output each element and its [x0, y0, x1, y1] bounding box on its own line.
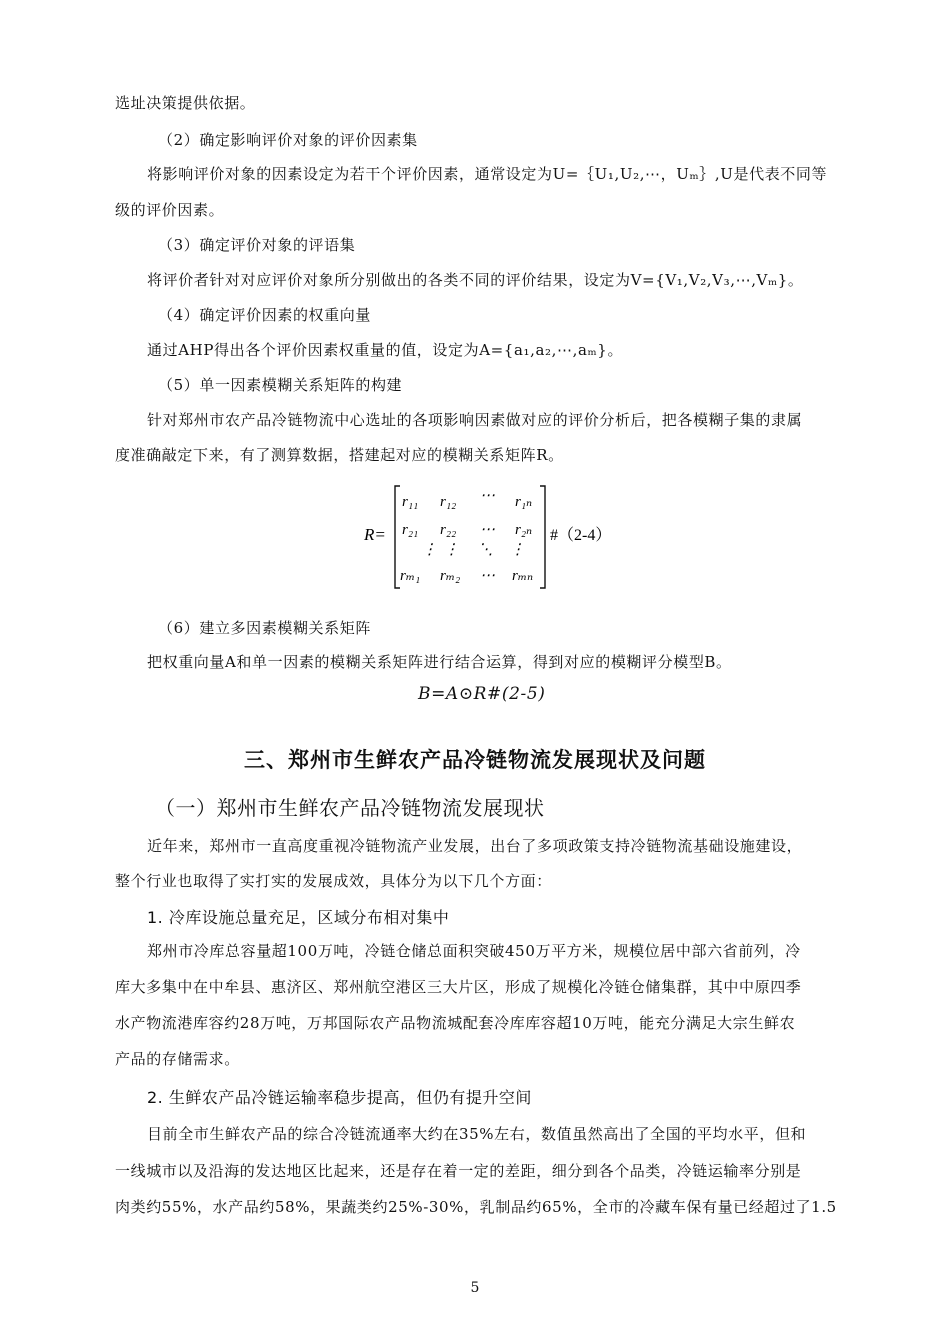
- list-heading: （3）确定评价对象的评语集: [158, 236, 356, 254]
- page-number: 5: [470, 1280, 480, 1296]
- matrix-cell: rₘ₂: [440, 568, 461, 584]
- paragraph-line: 目前全市生鲜农产品的综合冷链流通率大约在35%左右，数值虽然高出了全国的平均水平，但和: [147, 1125, 807, 1143]
- matrix-cell: r₂₁: [402, 522, 419, 538]
- paragraph-line: 郑州市冷库总容量超100万吨，冷链仓储总面积突破450万平方米，规模位居中部六省前列，冷: [147, 942, 801, 960]
- matrix-cell: ⋯: [480, 568, 495, 584]
- paragraph-line: 把权重向量A和单一因素的模糊关系矩阵进行结合运算，得到对应的模糊评分模型B。: [147, 653, 732, 671]
- paragraph-line: 库大多集中在中牟县、惠济区、郑州航空港区三大片区，形成了规模化冷链仓储集群，其中中原四季: [115, 978, 802, 996]
- paragraph-line: 产品的存储需求。: [115, 1050, 240, 1068]
- paragraph-line: 选址决策提供依据。: [115, 94, 256, 112]
- matrix-cell: r₁₁: [402, 494, 419, 510]
- matrix-cell: ⋯: [480, 488, 495, 504]
- matrix-cell: ⋮: [422, 542, 437, 558]
- paragraph-line: 通过AHP得出各个评价因素权重量的值，设定为A={a₁,a₂,⋯,aₘ}。: [147, 341, 624, 359]
- paragraph-line: 将影响评价对象的因素设定为若干个评价因素，通常设定为U=｛U₁,U₂,⋯，Uₘ｝,U是代表不同等: [147, 165, 828, 183]
- paragraph-line: 一线城市以及沿海的发达地区比起来，还是存在着一定的差距，细分到各个品类，冷链运输率分别是: [115, 1162, 802, 1180]
- matrix-cell: r₁ₙ: [515, 494, 533, 510]
- matrix-cell: ⋮: [510, 542, 525, 558]
- matrix-cell: ⋱: [478, 542, 493, 558]
- subsection-title: （一）郑州市生鲜农产品冷链物流发展现状: [155, 796, 545, 820]
- matrix-cell: rₘₙ: [512, 568, 534, 584]
- matrix-equation: [360, 482, 660, 592]
- list-heading: （4）确定评价因素的权重向量: [158, 306, 371, 324]
- list-heading: （5）单一因素模糊关系矩阵的构建: [158, 376, 403, 394]
- matrix-cell: ⋯: [480, 522, 495, 538]
- paragraph-line: 将评价者针对对应评价对象所分别做出的各类不同的评价结果，设定为V={V₁,V₂,V₃,⋯,Vₘ}。: [147, 271, 804, 289]
- paragraph-line: 水产物流港库容约28万吨，万邦国际农产品物流城配套冷库库容超10万吨，能充分满足大宗生鲜农: [115, 1014, 796, 1032]
- paragraph-line: 整个行业也取得了实打实的发展成效，具体分为以下几个方面：: [115, 872, 552, 890]
- matrix-cell: rₘ₁: [400, 568, 421, 584]
- paragraph-line: 度准确敲定下来，有了测算数据，搭建起对应的模糊关系矩阵R。: [115, 446, 564, 464]
- paragraph-line: 肉类约55%，水产品约58%，果蔬类约25%-30%，乳制品约65%，全市的冷藏车保有量已经超过了1.5: [115, 1198, 837, 1216]
- list-heading: （2）确定影响评价对象的评价因素集: [158, 131, 418, 149]
- paragraph-line: 针对郑州市农产品冷链物流中心选址的各项影响因素做对应的评价分析后，把各模糊子集的隶属: [147, 411, 803, 429]
- paragraph-line: 近年来，郑州市一直高度重视冷链物流产业发展，出台了多项政策支持冷链物流基础设施建设，: [147, 837, 803, 855]
- point-heading: 1. 冷库设施总量充足，区域分布相对集中: [147, 908, 450, 927]
- point-heading: 2. 生鲜农产品冷链运输率稳步提高，但仍有提升空间: [147, 1088, 532, 1107]
- equation-lhs: R=: [364, 525, 386, 544]
- matrix-cell: r₂₂: [440, 522, 457, 538]
- matrix-cell: r₂ₙ: [515, 522, 533, 538]
- right-bracket: [540, 486, 545, 588]
- section-title: 三、郑州市生鲜农产品冷链物流发展现状及问题: [244, 748, 706, 772]
- list-heading: （6）建立多因素模糊关系矩阵: [158, 619, 371, 637]
- matrix-cell: r₁₂: [440, 494, 457, 510]
- matrix-cell: ⋮: [444, 542, 459, 558]
- paragraph-line: 级的评价因素。: [115, 201, 225, 219]
- equation-number: #（2-4）: [550, 527, 612, 544]
- equation-2-5: B=A⊙R#(2-5): [418, 684, 546, 704]
